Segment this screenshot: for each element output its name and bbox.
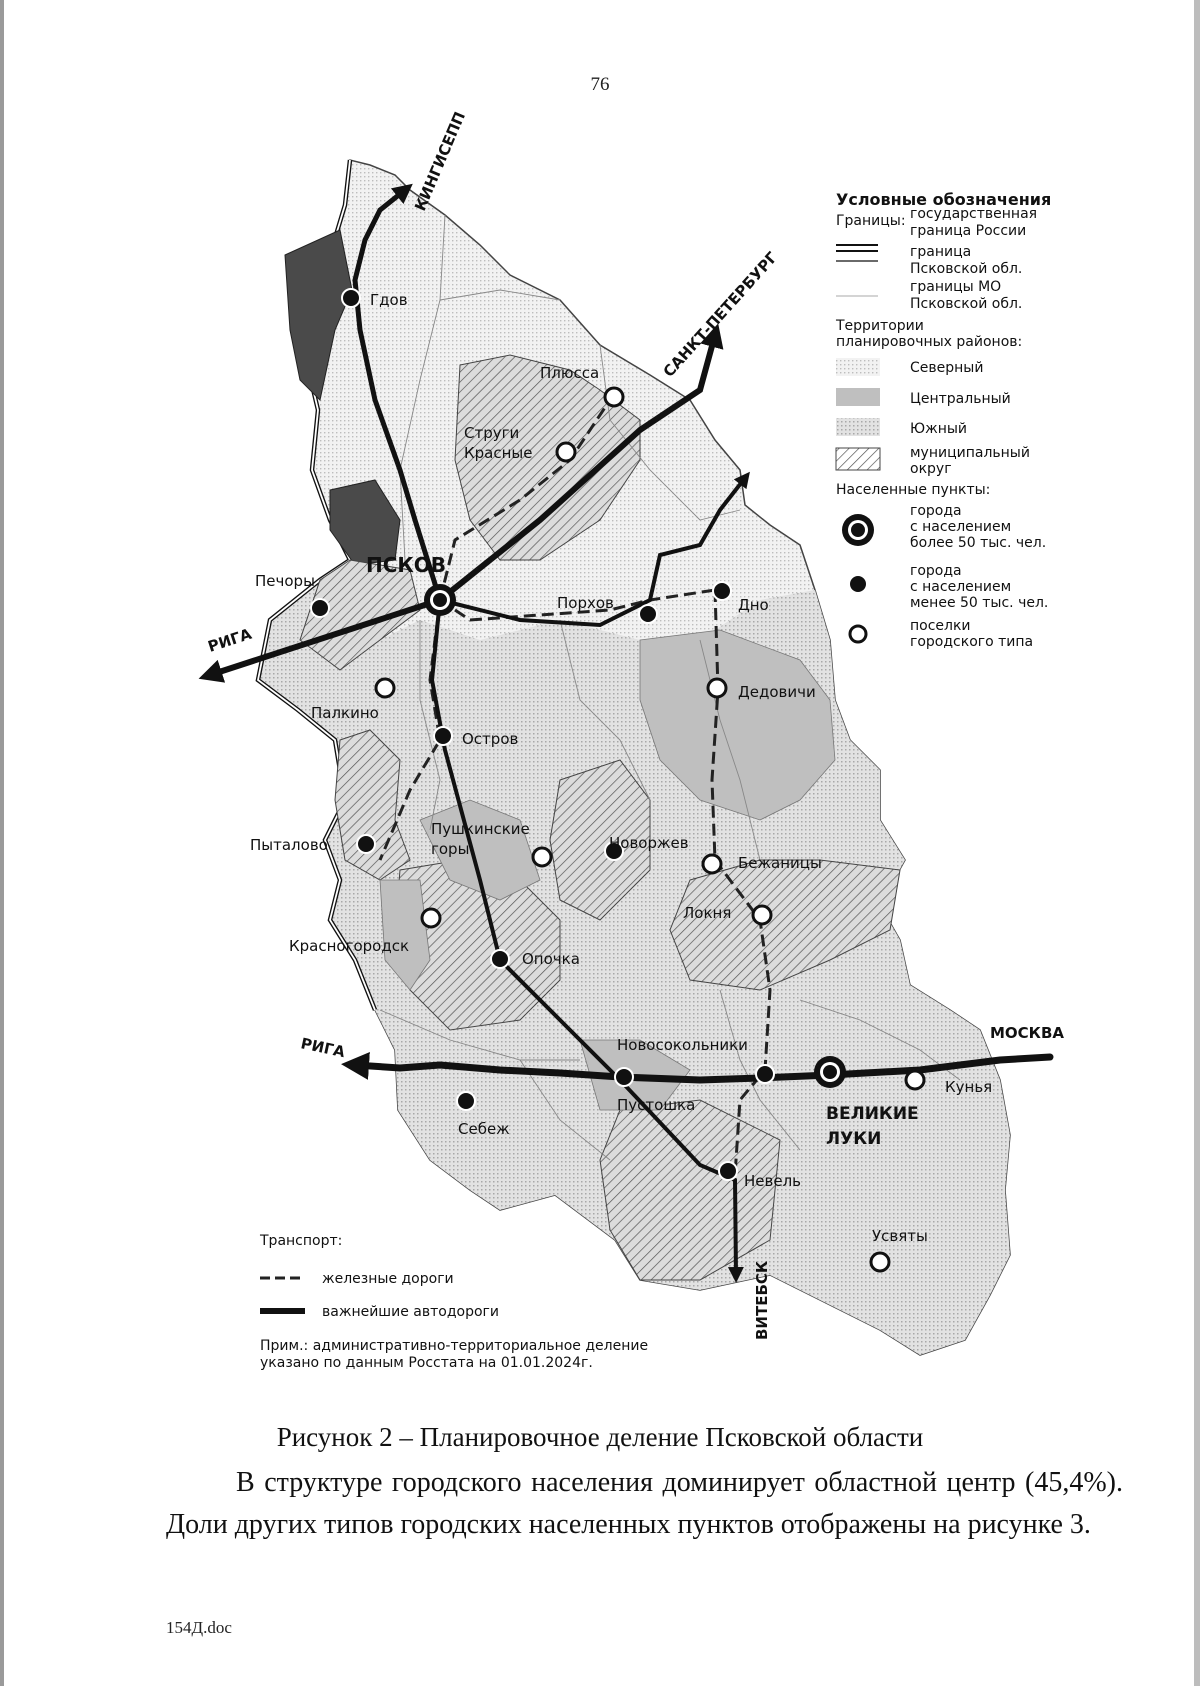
legend-village-2: городского типа: [910, 634, 1034, 650]
village-usvyaty: [871, 1253, 889, 1271]
village-strugi-krasnye: [557, 443, 575, 461]
transport-rail: железные дороги: [322, 1271, 454, 1287]
city-small-nevel: [719, 1162, 737, 1180]
legend-oblast-2: Псковской обл.: [910, 261, 1023, 277]
label-krasnogorodsk: Красногородск: [289, 937, 410, 955]
village-loknya: [753, 906, 771, 924]
label-usvyaty: Усвяты: [872, 1227, 928, 1245]
legend-borders-heading: Границы:: [836, 213, 906, 229]
legend-small-3: менее 50 тыс. чел.: [910, 595, 1049, 611]
legend-big-city-symbol: [842, 514, 874, 546]
legend-village-symbol: [850, 626, 866, 642]
label-strugi-1: Струги: [464, 424, 520, 442]
legend-municipal-1: муниципальный: [910, 445, 1030, 461]
legend-state-1: государственная: [910, 206, 1038, 222]
village-plyussa: [605, 388, 623, 406]
footer-filename: 154Д.doc: [166, 1618, 232, 1637]
legend-title: Условные обозначения: [836, 190, 1052, 209]
label-pushkinskie-2: горы: [431, 840, 470, 858]
city-big-pskov: [424, 584, 456, 616]
legend-central: Центральный: [910, 391, 1011, 407]
village-krasnogorodsk: [422, 909, 440, 927]
legend-state-2: граница России: [910, 223, 1027, 239]
label-palkino: Палкино: [311, 704, 379, 722]
transport-roads: важнейшие автодороги: [322, 1304, 499, 1320]
village-palkino: [376, 679, 394, 697]
figure-caption: Рисунок 2 – Планировочное деление Псковской области: [276, 1422, 924, 1452]
legend-small-2: с населением: [910, 579, 1012, 595]
legend-mo-1: границы МО: [910, 279, 1002, 295]
transport-legend: [259, 1233, 648, 1371]
legend-mo-2: Псковской обл.: [910, 296, 1023, 312]
label-dedovichi: Дедовичи: [738, 683, 816, 701]
legend-municipal-2: округ: [910, 461, 952, 477]
legend-oblast-1: граница: [910, 244, 972, 260]
label-novosokolniki: Новосокольники: [617, 1036, 748, 1054]
body-paragraph: В структуре городского населения доминирует областной центр (45,4%). Доли других типов городских населенных пунктов отображены на рисунке 3.: [166, 1467, 1123, 1540]
label-plyussa: Плюсса: [540, 364, 600, 382]
label-sebezh: Себеж: [458, 1120, 510, 1138]
label-pytalovo: Пыталово: [250, 836, 328, 854]
legend-big-2: с населением: [910, 519, 1012, 535]
city-big-velikie-luki: [814, 1056, 846, 1088]
note-line-1: Прим.: административно-территориальное деление: [260, 1338, 649, 1354]
city-small-gdov: [342, 289, 360, 307]
note-line-2: указано по данным Росстата на 01.01.2024г.: [260, 1355, 593, 1371]
label-nevel: Невель: [744, 1172, 802, 1190]
village-kunya: [906, 1071, 924, 1089]
village-bezhanitsy: [703, 855, 721, 873]
legend-north: Северный: [910, 360, 984, 376]
page-number: 76: [590, 74, 610, 95]
label-pechory: Печоры: [255, 572, 315, 590]
legend-village-1: поселки: [910, 618, 971, 634]
label-spb: САНКТ-ПЕТЕРБУРГ: [659, 248, 782, 381]
legend-territories-1: Территории: [836, 318, 924, 334]
label-novorzhev: Новоржев: [609, 834, 689, 852]
city-small-porkhov: [639, 605, 657, 623]
legend: [835, 190, 1051, 650]
city-small-dno: [713, 582, 731, 600]
label-pskov: ПСКОВ: [366, 553, 447, 577]
city-small-novosokolniki: [756, 1065, 774, 1083]
label-ostrov: Остров: [462, 730, 519, 748]
label-opochka: Опочка: [522, 950, 580, 968]
legend-big-1: города: [910, 503, 962, 519]
label-gdov: Гдов: [370, 291, 408, 309]
legend-settlements-heading: Населенные пункты:: [836, 482, 991, 498]
label-velikie-luki-2: ЛУКИ: [826, 1129, 882, 1149]
city-small-sebezh: [457, 1092, 475, 1110]
label-moscow: МОСКВА: [990, 1024, 1064, 1042]
label-riga-north: РИГА: [205, 624, 254, 656]
label-pustoshka: Пустошка: [617, 1096, 696, 1114]
transport-heading: Транспорт:: [260, 1233, 343, 1249]
legend-small-1: города: [910, 563, 962, 579]
label-porkhov: Порхов: [557, 594, 614, 612]
village-pushkinskie-gory: [533, 848, 551, 866]
label-dno: Дно: [738, 596, 769, 614]
legend-small-city-symbol: [850, 576, 866, 592]
city-small-opochka: [491, 950, 509, 968]
city-small-pechory: [311, 599, 329, 617]
label-vitebsk: ВИТЕБСК: [753, 1260, 771, 1340]
label-riga-south: РИГА: [299, 1034, 347, 1062]
city-small-ostrov: [434, 727, 452, 745]
legend-big-3: более 50 тыс. чел.: [910, 535, 1047, 551]
city-small-pustoshka: [615, 1068, 633, 1086]
label-kingisepp: КИНГИСЕПП: [411, 109, 470, 214]
label-strugi-2: Красные: [464, 444, 533, 462]
village-dedovichi: [708, 679, 726, 697]
legend-south: Южный: [910, 421, 968, 437]
label-pushkinskie-1: Пушкинские: [431, 820, 530, 838]
city-small-pytalovo: [357, 835, 375, 853]
label-bezhanitsy: Бежаницы: [738, 854, 822, 872]
label-loknya: Локня: [683, 904, 732, 922]
legend-territories-2: планировочных районов:: [836, 334, 1023, 350]
label-kunya: Кунья: [945, 1078, 993, 1096]
label-velikie-luki-1: ВЕЛИКИЕ: [826, 1104, 919, 1124]
